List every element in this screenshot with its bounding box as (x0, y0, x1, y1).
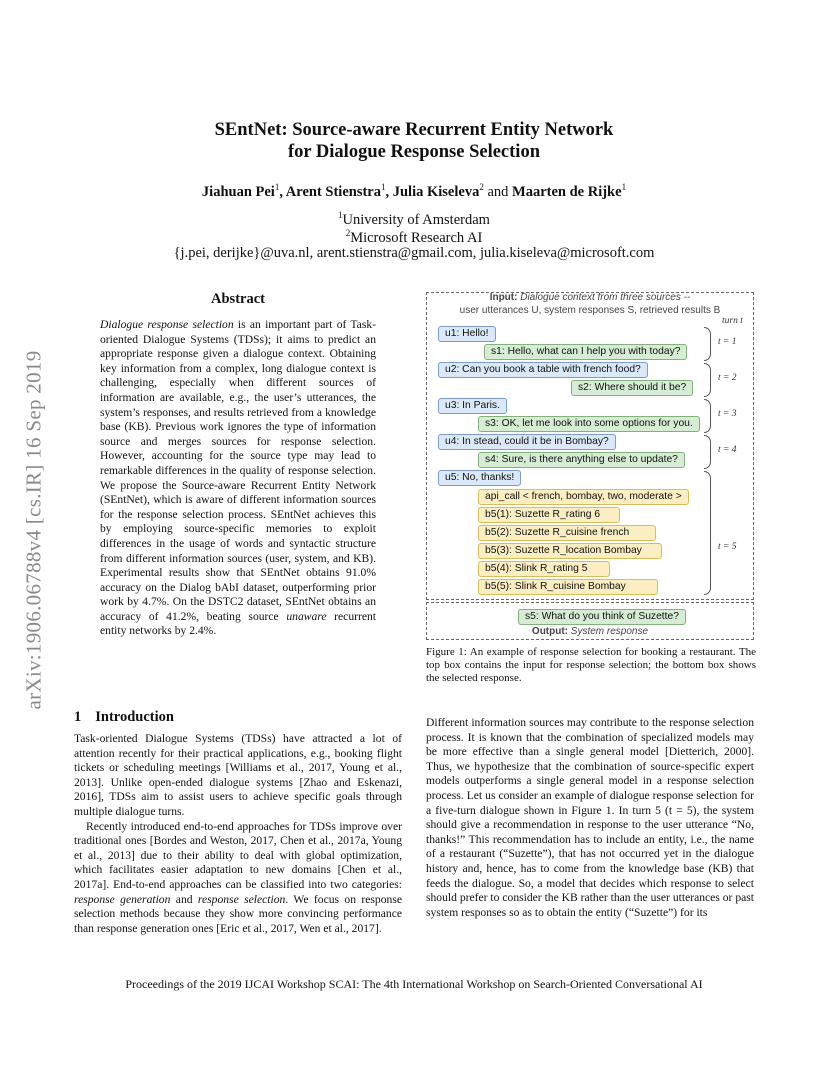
arxiv-stamp: arXiv:1906.06788v4 [cs.IR] 16 Sep 2019 (21, 350, 46, 710)
turn-label-3: t = 3 (718, 409, 737, 419)
user-utterance-2: u2: Can you book a table with french food? (438, 362, 648, 378)
kb-result-1: b5(1): Suzette R_rating 6 (478, 507, 620, 523)
kb-result-4: b5(4): Slink R_rating 5 (478, 561, 610, 577)
system-response-5: s5: What do you think of Suzette? (518, 609, 686, 625)
author-name: Jiahuan Pei (201, 183, 275, 200)
kb-result-3: b5(3): Suzette R_location Bombay (478, 543, 662, 559)
kb-result-5: b5(5): Slink R_cuisine Bombay (478, 579, 658, 595)
author-list: Jiahuan Pei$^1$, Arent Stienstra$^1$, Julia Kiseleva$^2$ and Maarten de Rijke$^1$ (201, 182, 627, 200)
proceedings-footer: Proceedings of the 2019 IJCAI Workshop SCAI: The 4th International Workshop on Search-Oriented Conversational AI (125, 977, 703, 991)
user-utterance-3: u3: In Paris. (438, 398, 507, 414)
affiliation-2: $^2$Microsoft Research AI (345, 228, 483, 246)
system-response-2: s2: Where should it be? (571, 380, 693, 396)
turn-axis-label: turn t (722, 316, 743, 326)
author-name: Julia Kiseleva (392, 183, 480, 200)
user-utterance-1: u1: Hello! (438, 326, 496, 342)
turn-brace-1 (704, 327, 711, 361)
turn-label-5: t = 5 (718, 542, 737, 552)
figure-1 (426, 292, 754, 640)
turn-brace-4 (704, 435, 711, 469)
intro-paragraph-3: Different information sources may contribute to the response selection process. It is known that the combination of specialized models may be more effective than a single general model [Dietterich, 2000]. Thus, we hypothesize that the combination of source-specific expert models outperforms a single general model in a response selection process. Let us consider an example of dialogue response selection for a five-turn dialogue shown in Figure 1. In turn 5 (t = 5), the system should give a recommendation in response to the user utterance “No, thanks!” This recommendation has to include an entity, i.e., the name of a restaurant (“Suzette”), that has not occurred yet in the dialogue history and, hence, has to come from the knowledge base (KB) that feeds the dialogue. So, a model that decides which response to select should prefer to consider the KB rather than the user utterances or past system responses so as to obtain the entity (“Suzette”) for its (426, 716, 754, 919)
user-utterance-4: u4: In stead, could it be in Bombay? (438, 434, 616, 450)
figure-input-subheader: user utterances U, system responses S, retrieved results B (459, 305, 721, 316)
abstract-text: Dialogue response selection is an important part of Task-oriented Dialogue Systems (TDSs); it aims to predict an appropriate response given a dialogue context. Obtaining key information from a complex, long dialogue context is challenging, especially when different sources of information are available, e.g., the user’s utterances, the system’s responses, and results retrieved from a knowledge base (KB). Previous work ignores the type of information source and merges sources for response selection. However, accounting for the source type may lead to remarkable differences in the quality of response selection. We propose the Source-aware Recurrent Entity Network (SEntNet), which is aware of different information sources for the response selection process. SEntNet achieves this by employing source-specific memories to exploit differences in the usage of words and syntactic structure from different information sources (user, system, and KB). Experimental results show that SEntNet obtains 91.0% accuracy on the Dialog bAbI dataset, outperforming prior work by 4.7%. On the DSTC2 dataset, SEntNet obtains an accuracy of 41.2%, beating source unaware recurrent entity networks by 2.4%. (100, 318, 377, 638)
author-emails: {j.pei, derijke}@uva.nl, arent.stienstra@gmail.com, julia.kiseleva@microsoft.com (173, 245, 655, 261)
author-name: Arent Stienstra (285, 183, 381, 200)
intro-left-column (74, 732, 402, 936)
turn-brace-3 (704, 399, 711, 433)
abstract-heading: Abstract (211, 291, 265, 307)
section-heading-introduction: 1 Introduction (74, 709, 174, 725)
intro-right-column (426, 716, 754, 920)
title-line-1: SEntNet: Source-aware Recurrent Entity Network (214, 120, 614, 140)
system-response-1: s1: Hello, what can I help you with today? (484, 344, 687, 360)
turn-label-4: t = 4 (718, 445, 737, 455)
system-response-4: s4: Sure, is there anything else to update? (478, 452, 685, 468)
figure-input-header: Input: Dialogue context from three sources -- (489, 292, 691, 303)
intro-paragraph-2: Recently introduced end-to-end approaches for TDSs improve over traditional ones [Bordes and Weston, 2017, Chen et al., 2017a, Young et al., 2013] due to their ability to deal with global optimization, which facilitates easier adaptation to new domains [Chen et al., 2017a]. End-to-end approaches can be classified into two categories: response generation and response selection. We focus on response selection methods because they show more convincing performance than response generation ones [Eric et al., 2017, Wen et al., 2017]. (74, 819, 402, 935)
title-line-2: for Dialogue Response Selection (288, 142, 540, 162)
turn-label-2: t = 2 (718, 373, 737, 383)
intro-paragraph-1: Task-oriented Dialogue Systems (TDSs) have attracted a lot of attention recently for their practical applications, e.g., booking flight tickets or scheduling meetings [Williams et al., 2017, Young et al., 2013]. Unlike open-ended dialogue systems [Zhao and Eskenazi, 2016], TDSs aim to assist users to achieve specific goals through multiple dialogue turns. (74, 732, 402, 818)
turn-label-1: t = 1 (718, 337, 737, 347)
kb-api-call: api_call < french, bombay, two, moderate > (478, 489, 689, 505)
affiliation-1: $^1$University of Amsterdam (338, 210, 490, 228)
turn-brace-2 (704, 363, 711, 397)
turn-brace-5 (704, 471, 711, 595)
figure-output-header: Output: System response (531, 626, 649, 637)
paper-title (0, 119, 828, 163)
user-utterance-5: u5: No, thanks! (438, 470, 521, 486)
figure-1-caption: Figure 1: An example of response selection for booking a restaurant. The top box contains the input for response selection; the bottom box shows the selected response. (426, 646, 756, 684)
kb-result-2: b5(2): Suzette R_cuisine french (478, 525, 656, 541)
author-name: Maarten de Rijke (512, 183, 622, 200)
system-response-3: s3: OK, let me look into some options for you. (478, 416, 700, 432)
